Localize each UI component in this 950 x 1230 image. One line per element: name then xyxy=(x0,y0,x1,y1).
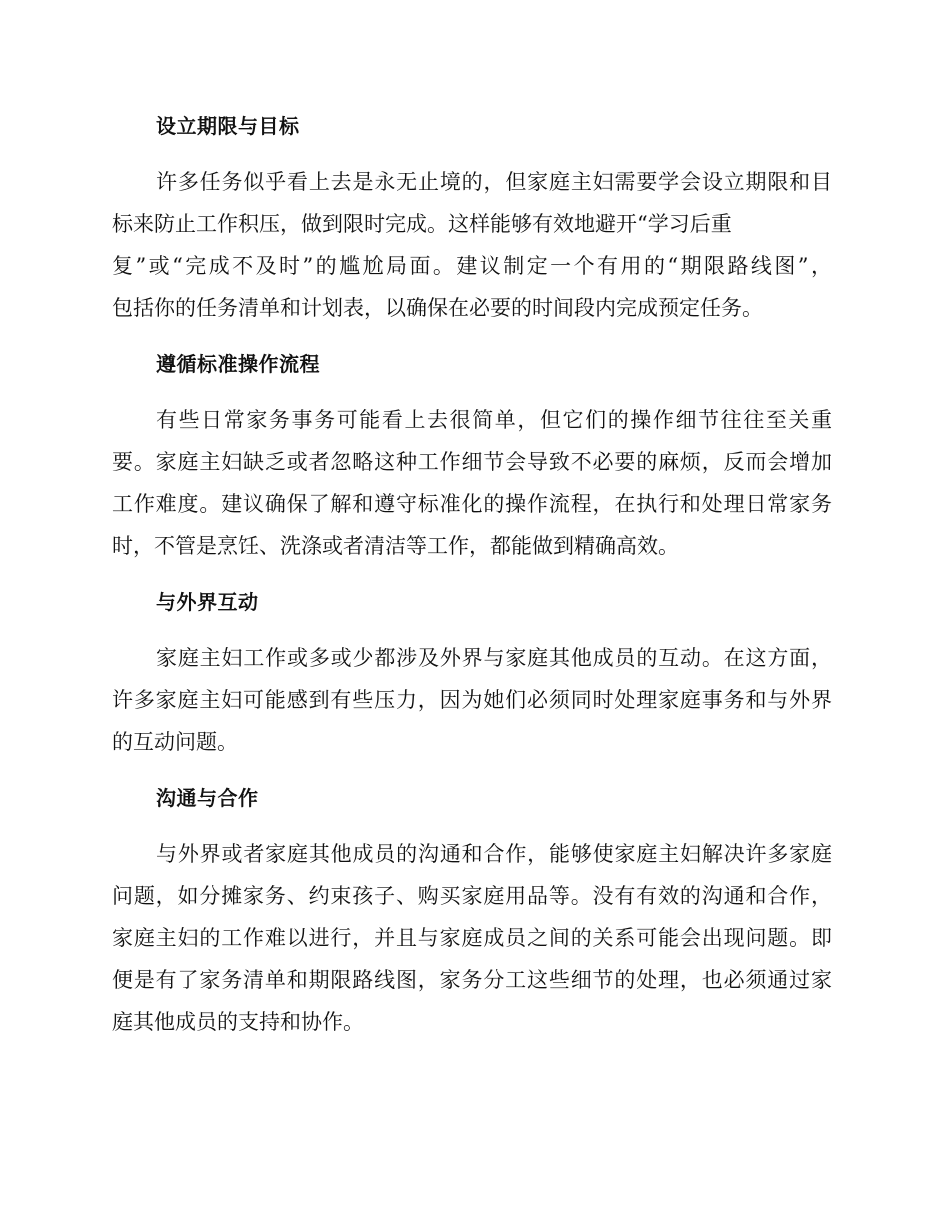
paragraph-line: 许多家庭主妇可能感到有些压力，因为她们必须同时处理家庭事务和与外界 xyxy=(112,688,832,712)
section-heading-communication: 沟通与合作 xyxy=(156,786,259,810)
section-heading-standard-procedures: 遵循标准操作流程 xyxy=(156,352,320,376)
paragraph-line: 工作难度。建议确保了解和遵守标准化的操作流程，在执行和处理日常家务 xyxy=(112,492,832,516)
section-paragraph-standard-procedures xyxy=(112,399,832,567)
paragraph-line: 有些日常家务事务可能看上去很简单，但它们的操作细节往往至关重 xyxy=(156,408,832,432)
paragraph-line: 问题，如分摊家务、约束孩子、购买家庭用品等。没有有效的沟通和合作， xyxy=(112,884,832,908)
paragraph-line: 便是有了家务清单和期限路线图，家务分工这些细节的处理，也必须通过家 xyxy=(112,968,832,992)
document-page xyxy=(112,104,832,1056)
paragraph-line: 家庭主妇的工作难以进行，并且与家庭成员之间的关系可能会出现问题。即 xyxy=(112,926,832,950)
paragraph-line: 家庭主妇工作或多或少都涉及外界与家庭其他成员的互动。在这方面， xyxy=(156,646,832,670)
section-paragraph-external-interaction xyxy=(112,637,832,763)
paragraph-line: 的互动问题。 xyxy=(112,730,238,754)
paragraph-line: 标来防止工作积压，做到限时完成。这样能够有效地避开“学习后重 xyxy=(112,212,732,236)
section-paragraph-deadlines xyxy=(112,161,832,329)
section-heading-external-interaction: 与外界互动 xyxy=(156,590,259,614)
paragraph-line: 复”或“完成不及时”的尴尬局面。建议制定一个有用的“期限路线图”， xyxy=(112,254,832,278)
section-paragraph-communication xyxy=(112,833,832,1043)
paragraph-line: 与外界或者家庭其他成员的沟通和合作，能够使家庭主妇解决许多家庭 xyxy=(156,842,832,866)
paragraph-line: 包括你的任务清单和计划表，以确保在必要的时间段内完成预定任务。 xyxy=(112,296,763,320)
paragraph-line: 时，不管是烹饪、洗涤或者清洁等工作，都能做到精确高效。 xyxy=(112,534,679,558)
section-heading-deadlines: 设立期限与目标 xyxy=(156,114,300,138)
paragraph-line: 庭其他成员的支持和协作。 xyxy=(112,1010,364,1034)
paragraph-line: 要。家庭主妇缺乏或者忽略这种工作细节会导致不必要的麻烦，反而会增加 xyxy=(112,450,832,474)
paragraph-line: 许多任务似乎看上去是永无止境的，但家庭主妇需要学会设立期限和目 xyxy=(156,170,832,194)
